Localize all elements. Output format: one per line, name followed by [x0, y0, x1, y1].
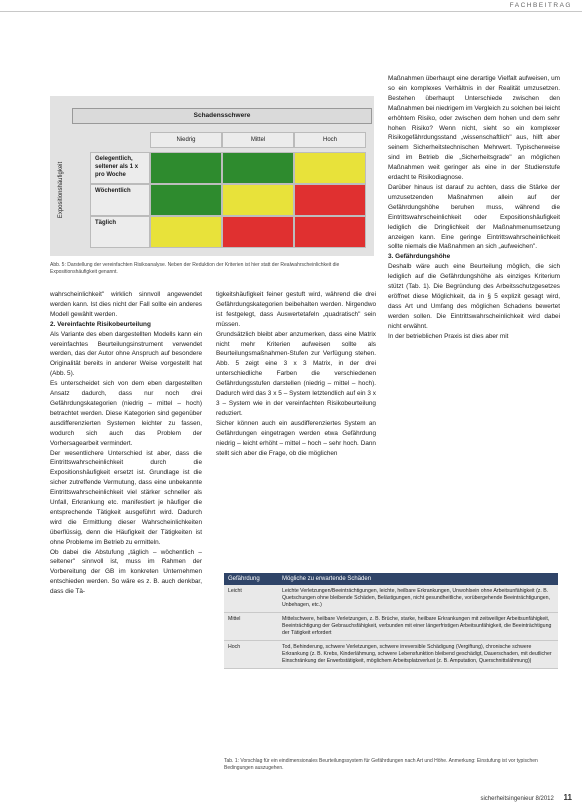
magazine-name: sicherheitsingenieur 8/2012	[480, 796, 554, 802]
matrix-cell	[222, 184, 294, 216]
paragraph: Darüber hinaus ist darauf zu achten, dass die Stärke der umzusetzenden Maßnahmen allein auf der Gefährdungshöhe beruhen muss, während die Eintrittswahrscheinlichkeit oder Expositionshäufigkeit lediglich die Dringlichkeit der Maßnahmenumsetzung anzeigen kann. Eine geringe Eintrittswahrscheinlichkeit sollte niemals die Maßnahmen an sich „aufweichen".	[388, 183, 560, 251]
table-caption: Tab. 1: Vorschlag für ein eindimensionales Beurteilungssystem für Gefährdungen nach Art und Höhe. Anmerkung: Einstufung ist vor typischen Bedingungen auszugehen.	[224, 758, 538, 771]
paragraph: Maßnahmen überhaupt eine derartige Vielfalt aufweisen, um so ein komplexes Verhältnis in der Realität umzusetzen. Bestehen überhaupt Unterschiede zwischen den Maßnahmen bei niedrigem im Vergleich zu solchen bei leicht erhöhtem Risiko, oder zwischen dem hohen und dem sehr hohen Risiko? Wenn nicht, sieht so ein komplexer Risikogefährdungsstand „wissenschaftlich" aus, hilft aber seinem Sicherheitstechnischen Mehrwert. Typischerweise sind im Betrieb die „Sicherheitsgrade" an möglichen Maßnahmen weit geringer als eine in der Studienstufe erdacht te Risikodiagnose.	[388, 75, 560, 182]
matrix-row-weekly: Wöchentlich	[90, 184, 150, 216]
matrix-cell	[294, 152, 366, 184]
matrix-col-mid: Mittel	[222, 132, 294, 148]
page-footer	[480, 793, 572, 802]
matrix-col-high: Hoch	[294, 132, 366, 148]
risk-matrix	[72, 108, 372, 252]
matrix-col-low: Niedrig	[150, 132, 222, 148]
table-cell-text: Mittelschwere, heilbare Verletzungen, z. B. Brüche, starke, heilbare Erkrankungen mit zeitweiliger Arbeitsunfähigkeit, Beeinträchtigung der Gebrauchsfähigkeit, verbunden mit einer längerfristigen Arbeitsunfähigkeit, die Beeinträchtigung der Tätigkeit erfordert	[278, 613, 558, 641]
matrix-row-occasional: Gelegentlich, seltener als 1 x pro Woche	[90, 152, 150, 184]
matrix-cell	[294, 184, 366, 216]
matrix-cell	[294, 216, 366, 248]
section-heading: 2. Vereinfachte Risikobeurteilung	[50, 320, 151, 328]
header-rule	[0, 11, 582, 12]
figure-caption: Abb. 5: Darstellung der vereinfachten Risikoanalyse. Neben der Reduktion der Kriterien ist hier statt der Realwahrscheinlichkeit die Expositionshäufigkeit genannt.	[50, 262, 340, 275]
table-cell-text: Tod, Behinderung, schwere Verletzungen, schwere irreversible Schädigung (Vergiftung), chronische schwere Erkrankung (z. B. Krebs, Kinderlähmung, schwere Lebensfunktion bleibend geschädigt, Dauerschaden, mit deutlicher Einschränkung der Erwerbstätigkeit, möglichem Arbeitsplatzverlust (z. B. Amputation, Querschnittslähmung))	[278, 641, 558, 669]
paragraph: tigkeitshäufigkeit feiner gestuft wird, während die drei Gefährdungskategorien beibehalten werden. Nirgendwo ist festgelegt, dass Auswertetafeln „quadratisch" sein müssen.	[216, 291, 376, 328]
table-cell-level: Leicht	[224, 585, 278, 613]
paragraph: Deshalb wäre auch eine Beurteilung möglich, die sich lediglich auf die Gefährdungshöhe als einziges Kriterium stützt (Tab. 1). Die Begründung des Arbeitsschutzgesetzes eröffnet diese Möglichkeit, da in § 5 explizit gesagt wird, dass Art und Umfang des möglichen Schadens bewertet werden sollen. Die Eintrittswahrscheinlichkeit wird dabei nicht erwähnt.	[388, 263, 560, 330]
matrix-title: Schadensschwere	[72, 108, 372, 124]
text-column-1	[50, 290, 202, 597]
paragraph: wahrscheinlichkeit" wirklich sinnvoll angewendet werden kann. Ist dies nicht der Fall sollte ein anderes Modell gewählt werden.	[50, 291, 202, 318]
paragraph: Es unterscheidet sich von dem eben dargestellten Ansatz dadurch, dass nur noch drei Gefährdungskategorien (niedrig – mittel – hoch) betrachtet werden. Diese Kategorien sind gegenüber ausdifferenzierten Systemen leichter zu fassen, wodurch sich auch das Problem der Vorhersagearbeit vermindert.	[50, 380, 202, 447]
table-cell-level: Hoch	[224, 641, 278, 669]
matrix-y-axis-label: Expositionshäufigkeit	[58, 161, 64, 219]
text-column-2	[216, 290, 376, 458]
running-header	[0, 0, 582, 12]
matrix-cell	[150, 184, 222, 216]
section-label: FACHBEITRAG	[509, 2, 572, 9]
paragraph: Ob dabei die Abstufung „täglich – wöchentlich – seltener" sinnvoll ist, muss im Rahmen der Vorbereitung der GB im konkreten Unternehmen entschieden werden. So wäre es z. B. auch denkbar, dass die Tä-	[50, 548, 202, 596]
table-row	[224, 641, 558, 669]
matrix-cell	[222, 216, 294, 248]
hazard-table	[224, 573, 558, 669]
paragraph: Als Variante des eben dargestellten Modells kann ein vereinfachtes Beurteilungsinstrument verwendet werden, das der Autor ohne Anspruch auf besondere Originalität bereits in anderer Weise vorgestellt hat (Abb. 5).	[50, 330, 202, 378]
paragraph: Der wesentlichere Unterschied ist aber, dass die Eintrittswahrscheinlichkeit durch die Expositionshäufigkeit ersetzt ist. Grundlage ist die sicher zutreffende Vermutung, dass eine unbekannte Eintrittswahrscheinlichkeit viel stärker schneller als Unfall, Erkrankung etc. manifestiert je häufiger die entsprechende Tätigkeit ausgeführt wird. Dadurch wird die Ermittlung dieser Wahrscheinlichkeiten überflüssig, denn die Häufigkeit der Tätigkeiten ist ohne Probleme im Betrieb zu ermitteln.	[50, 449, 202, 546]
matrix-cell	[222, 152, 294, 184]
text-column-3	[388, 74, 560, 341]
table-cell-text: Leichte Verletzungen/Beeinträchtigungen, leichte, heilbare Erkrankungen, Unwohlsein ohne Arbeitsunfähigkeit (z. B. Quetschungen ohne bleibende Schäden, Belästigungen, nicht gesundheitliche, vorübergehende Beeinträchtigungen, Unbehagen, etc.)	[278, 585, 558, 613]
paragraph: Grundsätzlich bleibt aber anzumerken, dass eine Matrix nicht mehr Kriterien aufweisen sollte als Beurteilungsmaßnahmen-Stufen zur Verfügung stehen. Abb. 5 zeigt eine 3 x 3 Matrix, in der drei unterschiedliche Farben die verschiedenen Gefährdungsstufen darstellen (niedrig – mittel – hoch). Dadurch wird das 3 x 5 – System letztendlich auf ein 3 x 3 – System wie in der vereinfachten Risikobeurteilung reduziert.	[216, 330, 376, 417]
paragraph: In der betrieblichen Praxis ist dies aber mit	[388, 332, 509, 340]
matrix-row-daily: Täglich	[90, 216, 150, 248]
matrix-cell	[150, 216, 222, 248]
table-header-damage: Mögliche zu erwartende Schäden	[278, 573, 558, 585]
page-number: 11	[563, 793, 572, 802]
table-header-hazard: Gefährdung	[224, 573, 278, 585]
table-cell-level: Mittel	[224, 613, 278, 641]
matrix-cell	[150, 152, 222, 184]
table-row	[224, 613, 558, 641]
paragraph: Sicher können auch ein ausdifferenziertes System an Gefährdungen eingetragen werden etwa Gefährdung niedrig – leicht erhöht – mittel – hoch – sehr hoch. Dann stellt sich aber die Frage, ob die möglichen	[216, 419, 376, 457]
section-heading: 3. Gefährdungshöhe	[388, 253, 451, 261]
table-row	[224, 585, 558, 613]
